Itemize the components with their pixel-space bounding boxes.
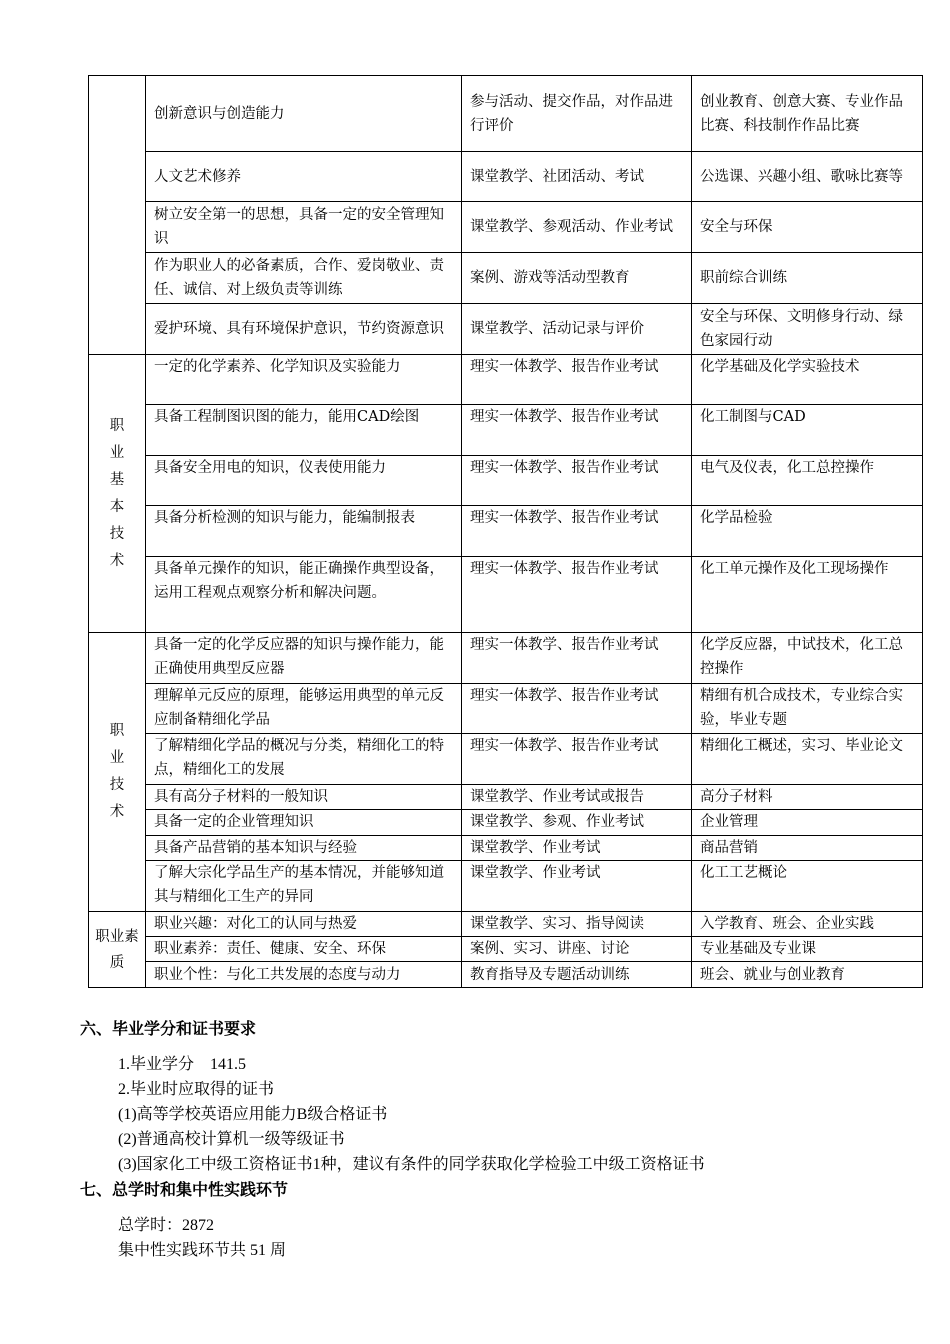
table-row [89,405,923,456]
ability-cell: 了解精细化学品的概况与分类，精细化工的特点，精细化工的发展 [146,734,462,785]
course-cell: 创业教育、创意大赛、专业作品比赛、科技制作作品比赛 [692,76,923,152]
method-cell: 课堂教学、作业考试 [462,836,692,861]
table-row [89,836,923,861]
course-cell: 高分子材料 [692,785,923,810]
table-row [89,861,923,912]
method-cell: 理实一体教学、报告作业考试 [462,684,692,734]
section-6-heading: 六、毕业学分和证书要求 [80,1019,257,1038]
method-cell: 理实一体教学、报告作业考试 [462,456,692,506]
table-row [89,810,923,836]
ability-cell: 了解大宗化学品生产的基本情况，并能够知道其与精细化工生产的异同 [146,861,462,912]
course-cell: 化学基础及化学实验技术 [692,355,923,405]
certificate-item: (3)国家化工中级工资格证书1种，建议有条件的同学获取化学检验工中级工资格证书 [118,1156,705,1173]
ability-cell: 作为职业人的必备素质，合作、爱岗敬业、责任、诚信、对上级负责等训练 [146,253,462,304]
method-cell: 案例、实习、讲座、讨论 [462,937,692,962]
method-cell: 课堂教学、社团活动、考试 [462,152,692,202]
section-7-heading: 七、总学时和集中性实践环节 [80,1180,289,1199]
ability-cell: 职业素养：责任、健康、安全、环保 [146,937,462,962]
group-label-basic-tech [89,355,146,633]
method-cell: 课堂教学、作业考试 [462,861,692,912]
table-row [89,962,923,988]
course-cell: 化工工艺概论 [692,861,923,912]
certificates-heading-line: 2.毕业时应取得的证书 [118,1081,275,1098]
group-label-text: 职业基本技术 [109,417,125,569]
ability-cell: 职业兴趣：对化工的认同与热爱 [146,912,462,937]
group-label-continued [89,76,146,355]
ability-cell: 树立安全第一的思想，具备一定的安全管理知识 [146,202,462,253]
ability-cell: 理解单元反应的原理，能够运用典型的单元反应制备精细化学品 [146,684,462,734]
method-cell: 理实一体教学、报告作业考试 [462,557,692,633]
ability-cell: 具备安全用电的知识，仪表使用能力 [146,456,462,506]
graduation-credits-line: 1.毕业学分 141.5 [118,1056,247,1073]
method-cell: 案例、游戏等活动型教育 [462,253,692,304]
course-cell: 化学反应器，中试技术，化工总控操作 [692,633,923,684]
table-row [89,152,923,202]
group-label-professional-tech [89,633,146,912]
table-row [89,937,923,962]
ability-cell: 具备一定的化学反应器的知识与操作能力，能正确使用典型反应器 [146,633,462,684]
ability-cell: 职业个性：与化工共发展的态度与动力 [146,962,462,988]
method-cell: 理实一体教学、报告作业考试 [462,633,692,684]
ability-cell: 人文艺术修养 [146,152,462,202]
course-cell: 安全与环保、文明修身行动、绿色家园行动 [692,304,923,355]
ability-cell: 具备产品营销的基本知识与经验 [146,836,462,861]
ability-cell: 具有高分子材料的一般知识 [146,785,462,810]
table-row [89,734,923,785]
method-cell: 教育指导及专题活动训练 [462,962,692,988]
ability-cell: 具备分析检测的知识与能力，能编制报表 [146,506,462,557]
course-cell: 化工制图与CAD [692,405,923,456]
course-cell: 班会、就业与创业教育 [692,962,923,988]
table-row [89,253,923,304]
course-cell: 安全与环保 [692,202,923,253]
group-label-text: 职业素质 [95,928,139,971]
table-row [89,355,923,405]
group-label-text: 职业技术 [109,723,125,820]
method-cell: 参与活动、提交作品，对作品进行评价 [462,76,692,152]
ability-cell: 爱护环境、具有环境保护意识，节约资源意识 [146,304,462,355]
course-cell: 入学教育、班会、企业实践 [692,912,923,937]
course-cell: 企业管理 [692,810,923,836]
table-row [89,506,923,557]
method-cell: 理实一体教学、报告作业考试 [462,506,692,557]
method-cell: 课堂教学、实习、指导阅读 [462,912,692,937]
method-cell: 理实一体教学、报告作业考试 [462,355,692,405]
table-row [89,76,923,152]
ability-cell: 创新意识与创造能力 [146,76,462,152]
table-row [89,684,923,734]
course-cell: 商品营销 [692,836,923,861]
course-cell: 化学品检验 [692,506,923,557]
ability-course-table [88,75,923,988]
table-row [89,785,923,810]
ability-cell: 一定的化学素养、化学知识及实验能力 [146,355,462,405]
certificate-item: (1)高等学校英语应用能力B级合格证书 [118,1106,388,1123]
table-row [89,304,923,355]
table-row [89,557,923,633]
course-cell: 专业基础及专业课 [692,937,923,962]
method-cell: 课堂教学、活动记录与评价 [462,304,692,355]
method-cell: 课堂教学、参观、作业考试 [462,810,692,836]
table-row [89,456,923,506]
course-cell: 职前综合训练 [692,253,923,304]
practice-weeks-line: 集中性实践环节共 51 周 [118,1242,287,1259]
table-row [89,633,923,684]
method-cell: 课堂教学、作业考试或报告 [462,785,692,810]
total-hours-line: 总学时：2872 [118,1217,215,1234]
certificate-item: (2)普通高校计算机一级等级证书 [118,1131,345,1148]
course-cell: 电气及仪表，化工总控操作 [692,456,923,506]
course-cell: 精细有机合成技术，专业综合实验，毕业专题 [692,684,923,734]
course-cell: 公选课、兴趣小组、歌咏比赛等 [692,152,923,202]
ability-cell: 具备一定的企业管理知识 [146,810,462,836]
ability-cell: 具备单元操作的知识，能正确操作典型设备，运用工程观点观察分析和解决问题。 [146,557,462,633]
table-row [89,202,923,253]
ability-cell: 具备工程制图识图的能力，能用CAD绘图 [146,405,462,456]
method-cell: 理实一体教学、报告作业考试 [462,405,692,456]
course-cell: 精细化工概述，实习、毕业论文 [692,734,923,785]
method-cell: 理实一体教学、报告作业考试 [462,734,692,785]
table-row [89,912,923,937]
method-cell: 课堂教学、参观活动、作业考试 [462,202,692,253]
course-cell: 化工单元操作及化工现场操作 [692,557,923,633]
group-label-professional-quality [89,912,146,988]
